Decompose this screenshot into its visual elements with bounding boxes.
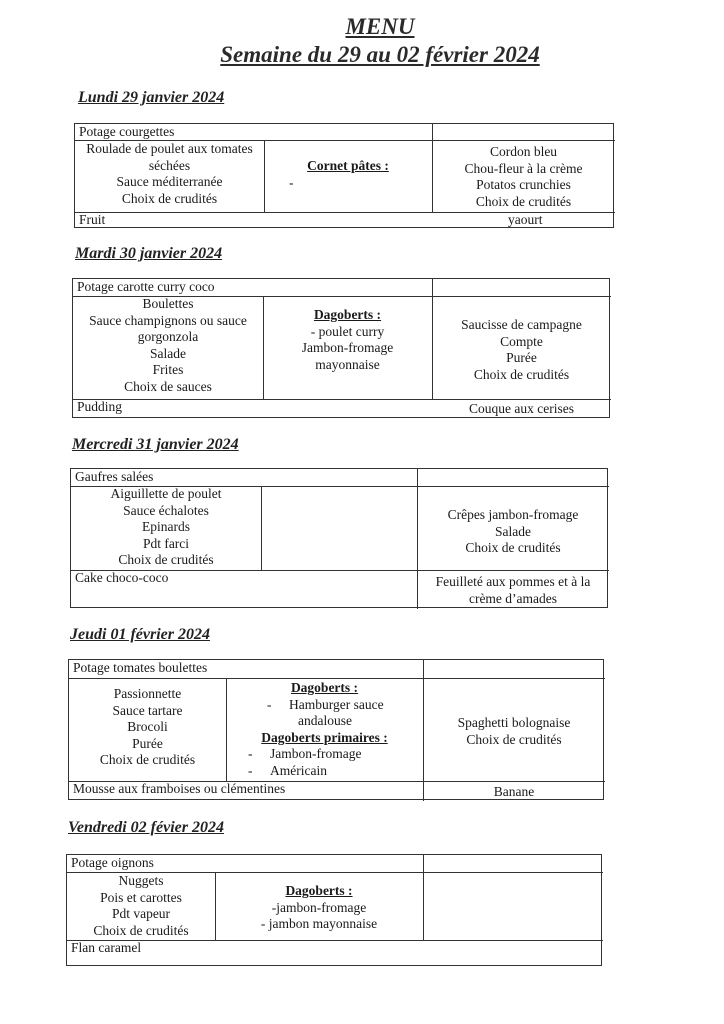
soup: Potage courgettes (79, 124, 175, 139)
day-heading-monday: Lundi 29 janvier 2024 (78, 89, 225, 106)
menu-table-tuesday (72, 278, 610, 418)
main-dish: Passionnette Sauce tartare Brocoli Purée Choix de crudités (99, 686, 196, 768)
dessert: Flan caramel (71, 940, 142, 955)
day-heading-thursday: Jeudi 01 février 2024 (70, 626, 210, 643)
dessert: Mousse aux framboises ou clémentines (73, 781, 286, 796)
dessert: Pudding (77, 399, 123, 414)
day-heading-friday: Vendredi 02 févier 2024 (68, 819, 224, 836)
sandwich-option: Dagoberts : - poulet curry Jambon-fromage mayonnaise (301, 307, 394, 372)
alt-dessert: Feuilleté aux pommes et à la crème d’amades (435, 574, 591, 606)
soup: Potage tomates boulettes (73, 660, 208, 675)
alternative-dish: Saucisse de campagne Compte Purée Choix de crudités (461, 317, 582, 382)
sandwich-item: - (289, 175, 294, 190)
menu-table-monday (74, 123, 614, 228)
sandwich-option: Dagoberts : - Hamburger sauce andalouse Dagoberts primaires : - Jambon-fromage - Américain (248, 680, 388, 778)
menu-title: MENU (345, 14, 415, 39)
soup: Potage carotte curry coco (77, 279, 215, 294)
menu-table-wednesday (70, 468, 608, 608)
alternative-dish: Cordon bleu Chou-fleur à la crème Potatos crunchies Choix de crudités (464, 144, 583, 209)
menu-table-thursday (68, 659, 604, 800)
sandwich-option: Cornet pâtes : (307, 158, 389, 173)
alternative-dish: Crêpes jambon-fromage Salade Choix de crudités (447, 507, 579, 556)
dessert: Cake choco-coco (75, 570, 169, 585)
week-subtitle: Semaine du 29 au 02 février 2024 (220, 42, 540, 67)
soup: Gaufres salées (75, 469, 154, 484)
sandwich-option: Dagoberts : -jambon-fromage - jambon mayonnaise (260, 883, 378, 932)
dessert: Fruit (79, 212, 106, 227)
alt-dessert: Couque aux cerises (469, 401, 574, 416)
main-dish: Aiguillette de poulet Sauce échalotes Epinards Pdt farci Choix de crudités (110, 486, 222, 568)
menu-table-friday (66, 854, 602, 966)
alt-dessert: yaourt (508, 212, 543, 227)
alt-dessert: Banane (493, 784, 535, 799)
main-dish: Boulettes Sauce champignons ou sauce gorgonzola Salade Frites Choix de sauces (89, 296, 247, 394)
day-heading-wednesday: Mercredi 31 janvier 2024 (72, 436, 239, 453)
day-heading-tuesday: Mardi 30 janvier 2024 (75, 245, 223, 262)
main-dish: Nuggets Pois et carottes Pdt vapeur Choix de crudités (93, 873, 189, 938)
alternative-dish: Spaghetti bolognaise Choix de crudités (457, 715, 571, 747)
main-dish: Roulade de poulet aux tomates séchées Sauce méditerranée Choix de crudités (86, 141, 253, 206)
soup: Potage oignons (71, 855, 154, 870)
